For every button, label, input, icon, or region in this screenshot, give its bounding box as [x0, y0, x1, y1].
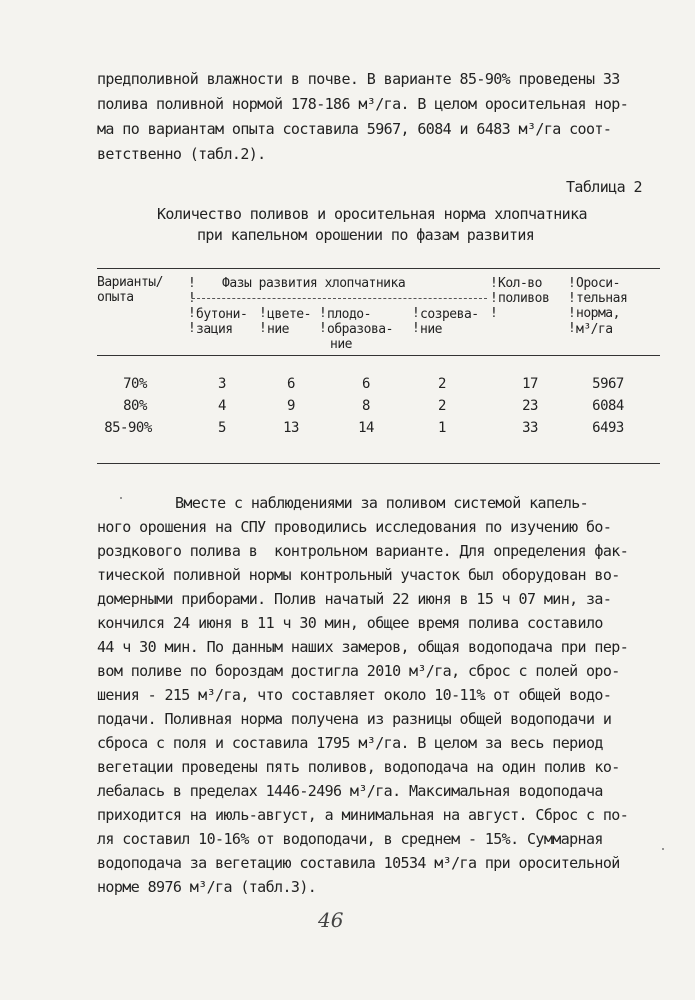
column-separator: ! — [188, 276, 196, 291]
header-variants: опыта — [97, 290, 134, 305]
column-separator: ! — [490, 306, 498, 321]
paragraph2-line: водоподача за вегетацию составила 10534 м³/га при оросительной — [97, 854, 620, 872]
paragraph2-line: норме 8976 м³/га (табл.3). — [97, 878, 317, 896]
header-phase-fruiting: ние — [330, 337, 352, 352]
header-phases-title: Фазы развития хлопчатника — [222, 276, 406, 291]
header-irrigation-count: Кол-во — [498, 276, 542, 291]
header-phase-ripening: ние — [420, 322, 442, 337]
row-fruiting: 6 — [362, 376, 370, 392]
paragraph2-line: домерными приборами. Полив начатый 22 июня в 15 ч 07 мин, за- — [97, 590, 612, 608]
row-budding: 4 — [218, 398, 226, 414]
paragraph1-line: полива поливной нормой 178-186 м³/га. В целом оросительная нор- — [97, 95, 629, 113]
column-separator: ! — [490, 276, 498, 291]
header-phase-fruiting: плодо- — [327, 307, 371, 322]
scan-speck — [120, 497, 122, 499]
paragraph2-line: вегетации проведены пять поливов, водоподача на один полив ко- — [97, 758, 620, 776]
paragraph2-line: ля составил 10-16% от водоподачи, в среднем - 15%. Суммарная — [97, 830, 603, 848]
row-norm: 5967 — [592, 376, 624, 392]
paragraph2-line: подачи. Поливная норма получена из разницы общей водоподачи и — [97, 710, 612, 728]
column-separator: ! — [568, 306, 576, 321]
column-separator: ! — [259, 321, 267, 336]
header-phase-flowering: цвете- — [267, 307, 311, 322]
row-fruiting: 14 — [358, 420, 374, 436]
row-budding: 5 — [218, 420, 226, 436]
table-header-rule — [97, 355, 660, 356]
table-label: Таблица 2 — [566, 178, 642, 196]
row-ripening: 2 — [438, 376, 446, 392]
header-phase-budding: зация — [196, 322, 233, 337]
row-count: 33 — [522, 420, 538, 436]
column-separator: ! — [412, 306, 420, 321]
header-irrigation-norm: норма, — [576, 306, 620, 321]
paragraph2-line: приходится на июль-август, а минимальная на август. Сброс с по- — [97, 806, 629, 824]
table-bottom-rule — [97, 463, 660, 464]
paragraph1-line: ма по вариантам опыта составила 5967, 6084 и 6483 м³/га соот- — [97, 120, 612, 138]
column-separator: ! — [188, 306, 196, 321]
row-flowering: 13 — [283, 420, 299, 436]
paragraph2-line: сброса с поля и составила 1795 м³/га. В целом за весь период — [97, 734, 603, 752]
paragraph2-line: ного орошения на СПУ проводились исследования по изучению бо- — [97, 518, 612, 536]
header-phase-budding: бутони- — [196, 307, 248, 322]
column-separator: ! — [568, 276, 576, 291]
column-separator: ! — [188, 321, 196, 336]
header-irrigation-count: поливов — [498, 291, 550, 306]
paragraph2-line: роздкового полива в контрольном варианте. Для определения фак- — [97, 542, 629, 560]
paragraph1-line: предполивной влажности в почве. В варианте 85-90% проведены 33 — [97, 70, 620, 88]
row-count: 23 — [522, 398, 538, 414]
paragraph2-line: вом поливе по бороздам достигла 2010 м³/га, сброс с полей оро- — [97, 662, 620, 680]
row-ripening: 1 — [438, 420, 446, 436]
paragraph2-line: кончился 24 июня в 11 ч 30 мин, общее время полива составило — [97, 614, 603, 632]
row-norm: 6493 — [592, 420, 624, 436]
column-separator: ! — [490, 291, 498, 306]
paragraph2-line: лебалась в пределах 1446-2496 м³/га. Максимальная водоподача — [97, 782, 603, 800]
header-irrigation-norm: Ороси- — [576, 276, 620, 291]
row-norm: 6084 — [592, 398, 624, 414]
table-caption-line: при капельном орошении по фазам развития — [197, 226, 535, 244]
row-variant: 70% — [123, 376, 147, 392]
row-flowering: 6 — [287, 376, 295, 392]
paragraph2-line: тической поливной нормы контрольный участок был оборудован во- — [97, 566, 620, 584]
column-separator: ! — [319, 321, 327, 336]
table-caption-line: Количество поливов и оросительная норма хлопчатника — [157, 205, 587, 223]
row-count: 17 — [522, 376, 538, 392]
row-ripening: 2 — [438, 398, 446, 414]
paragraph2-line: шения - 215 м³/га, что составляет около 10-11% от общей водо- — [97, 686, 612, 704]
column-separator: ! — [412, 321, 420, 336]
column-separator: ! — [319, 306, 327, 321]
phases-divider-rule — [192, 298, 487, 299]
header-phase-ripening: созрева- — [420, 307, 479, 322]
column-separator: ! — [568, 291, 576, 306]
column-separator: ! — [188, 291, 196, 306]
paragraph1-line: ветственно (табл.2). — [97, 145, 266, 163]
header-variants: Варианты/ — [97, 275, 163, 290]
header-phase-flowering: ние — [267, 322, 289, 337]
row-budding: 3 — [218, 376, 226, 392]
row-fruiting: 8 — [362, 398, 370, 414]
row-variant: 85-90% — [104, 420, 152, 436]
header-irrigation-norm: тельная — [576, 291, 628, 306]
column-separator: ! — [259, 306, 267, 321]
scan-speck — [662, 848, 664, 850]
paragraph2-line: Вместе с наблюдениями за поливом системой капель- — [175, 494, 589, 512]
row-variant: 80% — [123, 398, 147, 414]
page-number: 46 — [318, 908, 344, 932]
header-phase-fruiting: образова- — [327, 322, 393, 337]
paragraph2-line: 44 ч 30 мин. По данным наших замеров, общая водоподача при пер- — [97, 638, 629, 656]
header-irrigation-norm: м³/га — [576, 322, 613, 337]
row-flowering: 9 — [287, 398, 295, 414]
table-top-rule — [97, 268, 660, 269]
column-separator: ! — [568, 321, 576, 336]
